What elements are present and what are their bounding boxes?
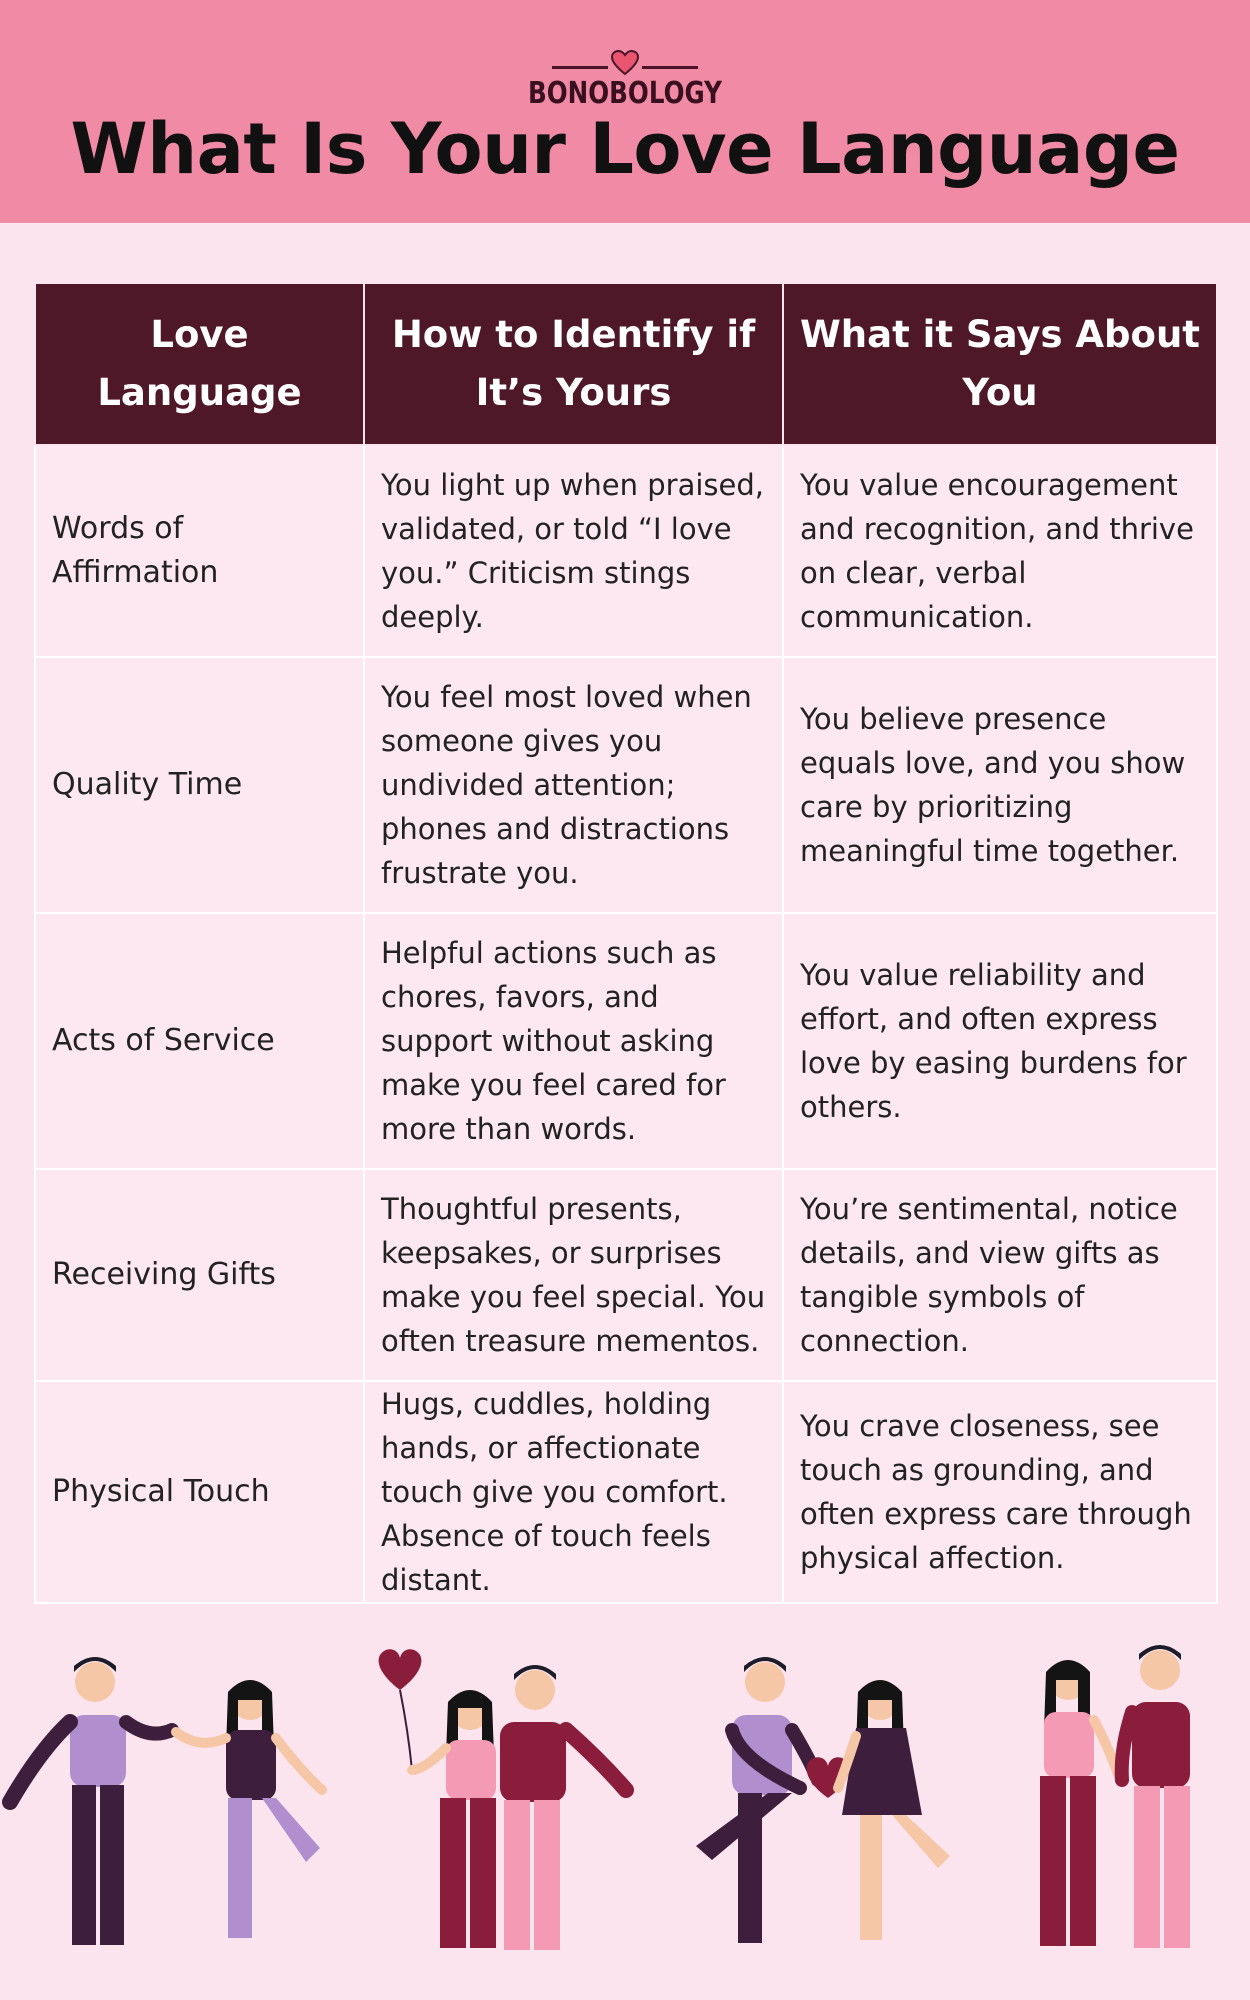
column-header-how-to-identify: How to Identify if It’s Yours — [364, 283, 783, 445]
love-language-cell: Receiving Gifts — [35, 1169, 364, 1381]
table-row — [35, 1381, 1217, 1603]
page-title: What Is Your Love Language — [70, 108, 1180, 190]
meaning-cell: You believe presence equals love, and you show care by prioritizing meaningful time together. — [783, 657, 1217, 913]
meaning-cell: You’re sentimental, notice details, and view gifts as tangible symbols of connection. — [783, 1169, 1217, 1381]
table-row — [35, 657, 1217, 913]
column-header-love-language: Love Language — [35, 283, 364, 445]
table-header-row — [35, 283, 1217, 445]
header-banner — [0, 0, 1250, 223]
identify-cell: Helpful actions such as chores, favors, and support without asking make you feel cared for more than words. — [364, 913, 783, 1169]
meaning-cell: You crave closeness, see touch as grounding, and often express care through physical affection. — [783, 1381, 1217, 1603]
brand-name: BONOBOLOGY — [527, 76, 723, 111]
logo-line-left — [552, 66, 608, 69]
holding-hands-couple-icon — [10, 1657, 322, 1945]
table-row — [35, 1169, 1217, 1381]
table-row — [35, 445, 1217, 657]
love-language-cell: Words of Affirmation — [35, 445, 364, 657]
identify-cell: Thoughtful presents, keepsakes, or surprises make you feel special. You often treasure mementos. — [364, 1169, 783, 1381]
facing-couple-icon — [1040, 1645, 1190, 1948]
meaning-cell: You value reliability and effort, and often express love by easing burdens for others. — [783, 913, 1217, 1169]
heart-icon — [611, 50, 639, 76]
love-language-cell: Quality Time — [35, 657, 364, 913]
heart-balloon-couple-icon — [379, 1649, 626, 1950]
table-row — [35, 913, 1217, 1169]
love-language-table — [34, 282, 1218, 1604]
love-language-cell: Physical Touch — [35, 1381, 364, 1603]
holding-heart-couple-icon — [696, 1657, 950, 1943]
identify-cell: You feel most loved when someone gives you undivided attention; phones and distractions frustrate you. — [364, 657, 783, 913]
meaning-cell: You value encouragement and recognition, and thrive on clear, verbal communication. — [783, 445, 1217, 657]
identify-cell: You light up when praised, validated, or told “I love you.” Criticism stings deeply. — [364, 445, 783, 657]
logo-line-right — [642, 66, 698, 69]
couples-illustration — [0, 1620, 1250, 2000]
identify-cell: Hugs, cuddles, holding hands, or affectionate touch give you comfort. Absence of touch feels distant. — [364, 1381, 783, 1603]
column-header-what-it-says: What it Says About You — [783, 283, 1217, 445]
brand-logo — [0, 28, 1250, 111]
love-language-cell: Acts of Service — [35, 913, 364, 1169]
